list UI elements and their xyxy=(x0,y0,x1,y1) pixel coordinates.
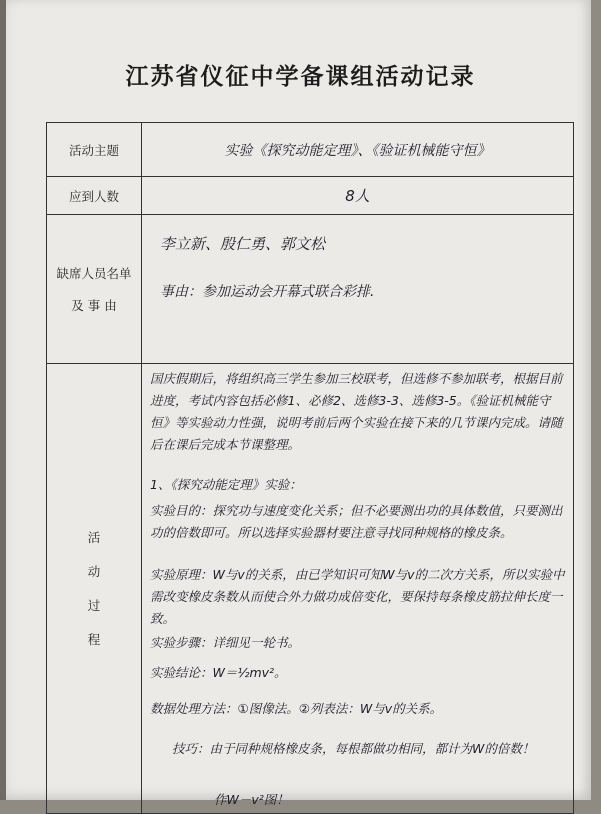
absent-reason: 事由：参加运动会开幕式联合彩排. xyxy=(160,284,375,300)
activity-record-table xyxy=(46,122,574,814)
process-steps: 实验步骤：详细见一轮书。 xyxy=(150,635,301,650)
process-graph-note: 作W－v²图！ xyxy=(214,792,289,807)
row-count xyxy=(47,177,574,215)
process-data-processing: 数据处理方法：①图像法。②列表法：W与v的关系。 xyxy=(150,701,443,716)
process-section-title: 1、《探究动能定理》实验： xyxy=(150,477,302,492)
label-topic: 活动主题 xyxy=(47,123,142,177)
value-topic: 实验《探究动能定理》、《验证机械能守恒》 xyxy=(142,123,574,177)
label-process-char: 活 xyxy=(87,529,101,545)
label-process-char: 程 xyxy=(87,631,101,647)
label-absent xyxy=(47,215,142,364)
value-absent xyxy=(142,215,574,364)
process-intro: 国庆假期后，将组织高三学生参加三校联考，但选修不参加联考，根据目前进度，考试内容包括必修1、必修2、选修3-3、选修3-5。《验证机械能守恒》等实验动力性强，说明考前后两个实验在接下来的几节课内完成。请随后在课后完成本节课整理。 xyxy=(150,371,563,452)
row-process xyxy=(47,364,574,814)
process-conclusion: 实验结论：W＝½mv²。 xyxy=(150,665,287,680)
document-title: 江苏省仪征中学备课组活动记录 xyxy=(125,63,476,90)
label-absent-line1: 缺席人员名单 xyxy=(56,266,132,281)
label-absent-line2: 及 事 由 xyxy=(71,298,117,313)
absent-names: 李立新、殷仁勇、郭文松 xyxy=(160,235,326,253)
process-purpose: 实验目的：探究功与速度变化关系；但不必要测出功的具体数值，只要测出功的倍数即可。所以选择实验器材要注意寻找同种规格的橡皮条。 xyxy=(150,503,563,540)
row-topic xyxy=(47,123,574,177)
label-process xyxy=(47,364,142,814)
process-principle: 实验原理：W与v的关系，由已学知识可知W与v的二次方关系，所以实验中需改变橡皮条数从而使合外力做功成倍变化，要保持每条橡皮筋拉伸长度一致。 xyxy=(150,567,565,626)
value-process xyxy=(142,364,574,814)
value-count: 8人 xyxy=(142,177,574,215)
row-absent xyxy=(47,215,574,364)
process-tips: 技巧：由于同种规格橡皮条，每根都做功相同，都计为W的倍数！ xyxy=(172,741,535,756)
label-process-char: 动 xyxy=(87,563,101,579)
label-count: 应到人数 xyxy=(47,177,142,215)
label-process-char: 过 xyxy=(87,597,101,613)
